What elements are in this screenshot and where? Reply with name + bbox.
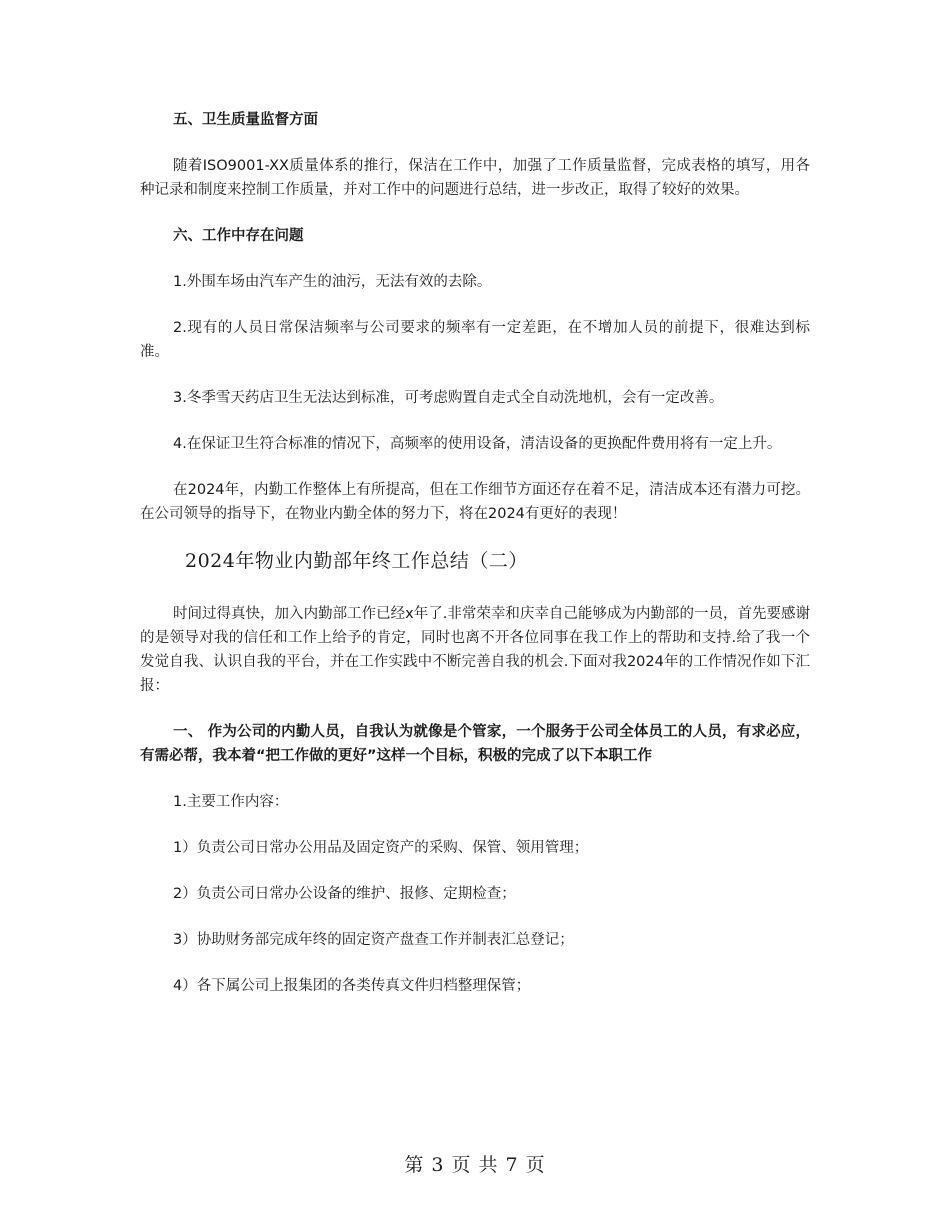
task-item: 2）负责公司日常办公设备的维护、报修、定期检查； xyxy=(173,886,516,902)
intro-paragraph: 时间过得真快，加入内勤部工作已经x年了.非常荣幸和庆幸自己能够成为内勤部的一员，首先要感谢的是领导对我的信任和工作上给予的肯定，同时也离不开各位同事在我工作上的帮助和支持.给了我一个发觉自我、认识自我的平台，并在工作实践中不断完善自我的机会.下面对我2024年的工作情况作如下汇报： xyxy=(140,606,810,694)
problem-item: 3.冬季雪天药店卫生无法达到标准，可考虑购置自走式全自动洗地机，会有一定改善。 xyxy=(173,390,724,406)
task-item: 1）负责公司日常办公用品及固定资产的采购、保管、领用管理； xyxy=(173,840,589,856)
problem-item: 2.现有的人员日常保洁频率与公司要求的频率有一定差距，在不增加人员的前提下，很难达到标准。 xyxy=(140,320,810,360)
bold-section-paragraph: 一、 作为公司的内勤人员，自我认为就像是个管家，一个服务于公司全体员工的人员，有求必应，有需必帮，我本着“把工作做的更好”这样一个目标，积极的完成了以下本职工作 xyxy=(140,724,810,764)
page-number-footer: 第 3 页 共 7 页 xyxy=(404,1154,546,1176)
document-body xyxy=(140,108,810,1020)
conclusion-paragraph: 在2024年，内勤工作整体上有所提高，但在工作细节方面还存在着不足，清洁成本还有潜力可挖。在公司领导的指导下，在物业内勤全体的努力下，将在2024有更好的表现！ xyxy=(140,482,810,522)
section-heading-6: 六、工作中存在问题 xyxy=(173,228,304,244)
task-item: 3）协助财务部完成年终的固定资产盘查工作并制表汇总登记； xyxy=(173,932,574,948)
section-5-paragraph: 随着ISO9001-XX质量体系的推行，保洁在工作中，加强了工作质量监督，完成表格的填写，用各种记录和制度来控制工作质量，并对工作中的问题进行总结，进一步改正，取得了较好的效果。 xyxy=(140,158,810,198)
problem-item: 1.外围车场由汽车产生的油污，无法有效的去除。 xyxy=(173,274,492,290)
document-title: 2024年物业内勤部年终工作总结（二） xyxy=(185,550,528,572)
main-work-label: 1.主要工作内容： xyxy=(173,794,289,810)
section-heading-5: 五、卫生质量监督方面 xyxy=(173,112,318,128)
problem-item: 4.在保证卫生符合标准的情况下，高频率的使用设备，清洁设备的更换配件费用将有一定上升。 xyxy=(173,436,782,452)
task-item: 4）各下属公司上报集团的各类传真文件归档整理保管； xyxy=(173,978,531,994)
